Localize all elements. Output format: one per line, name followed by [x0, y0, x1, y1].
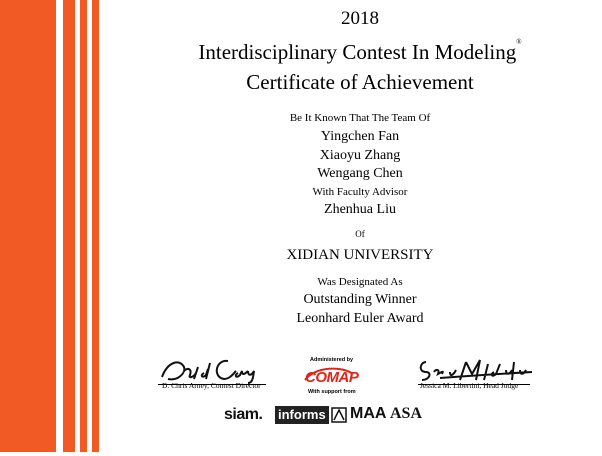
support-from-label: With support from	[308, 389, 356, 395]
award-name: Leonhard Euler Award	[296, 311, 424, 326]
comap-logo-text: COMAP	[305, 369, 359, 386]
intro-text: Be It Known That The Team Of	[289, 112, 431, 124]
certificate-year: 2018	[341, 8, 379, 29]
left-border-stripe-wide	[0, 0, 56, 456]
team-member-3: Wengang Chen	[317, 166, 403, 181]
maa-logo: MAA	[350, 405, 387, 422]
comap-logo	[303, 364, 359, 388]
registered-mark: ®	[516, 38, 522, 46]
of-label: Of	[355, 229, 365, 239]
team-member-2: Xiaoyu Zhang	[319, 148, 401, 163]
certificate-title: Certificate of Achievement	[246, 70, 474, 94]
administered-by-label: Administered by	[310, 357, 354, 363]
maa-emblem	[331, 407, 347, 423]
maa-emblem-icon	[331, 407, 347, 423]
judge-caption: Jessica M. Libertini, Head Judge	[420, 381, 519, 390]
left-border-stripe-thin-2	[92, 0, 99, 456]
university-name: XIDIAN UNIVERSITY	[286, 247, 434, 263]
siam-logo: siam.	[224, 406, 263, 423]
designation: Outstanding Winner	[303, 292, 417, 307]
bottom-edge	[0, 452, 602, 456]
left-border-stripe-medium	[63, 0, 75, 456]
informs-logo: informs	[275, 406, 329, 424]
designation-intro: Was Designated As	[317, 276, 403, 288]
director-caption: D. Chris Arney, Contest Director	[162, 381, 261, 390]
advisor-name: Zhenhua Liu	[324, 202, 396, 217]
contest-name-text: Interdisciplinary Contest In Modeling	[198, 40, 517, 64]
advisor-intro: With Faculty Advisor	[312, 186, 408, 198]
contest-name	[130, 40, 590, 65]
left-border-stripe-thin-1	[80, 0, 87, 456]
team-member-1: Yingchen Fan	[320, 129, 400, 144]
asa-logo: ASA	[390, 405, 423, 422]
